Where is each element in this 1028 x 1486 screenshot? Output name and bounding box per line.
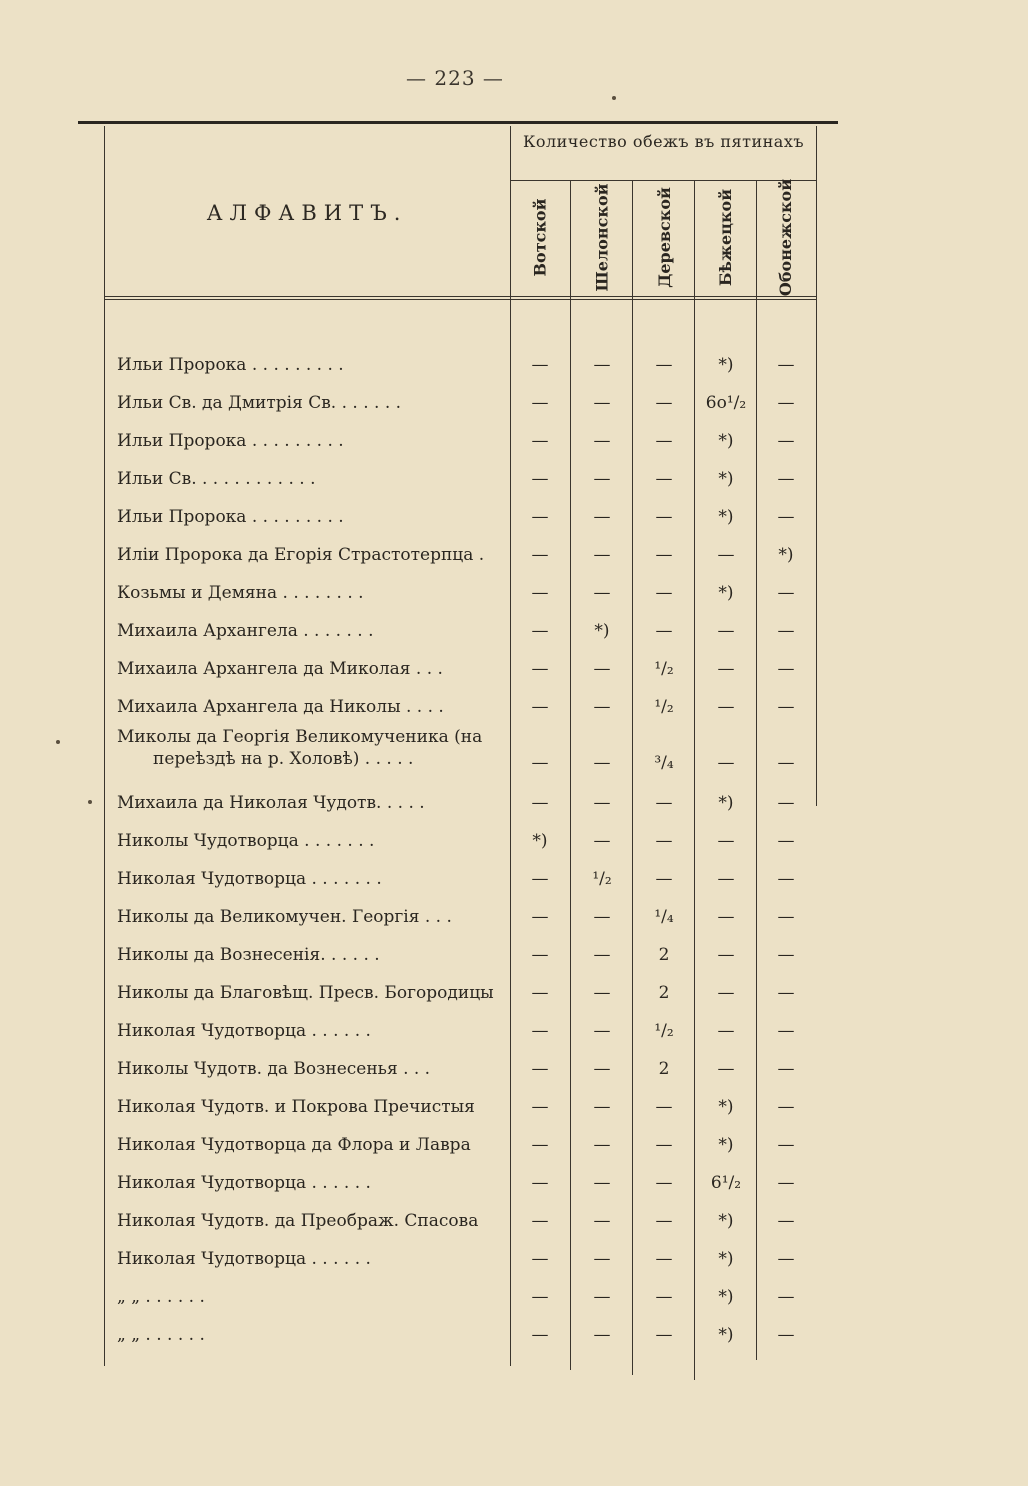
church-name: Николы Чудотворца . . . . . . .	[117, 831, 375, 851]
obezh-value: —	[655, 1135, 673, 1155]
obezh-value: —	[655, 507, 673, 527]
obezh-value: —	[531, 1249, 549, 1269]
obezh-value: 2	[658, 945, 670, 965]
obezh-value: —	[593, 907, 611, 927]
obezh-value: —	[717, 659, 735, 679]
obezh-value: —	[593, 1287, 611, 1307]
obezh-value: *)	[594, 621, 610, 641]
obezh-value: —	[531, 393, 549, 413]
obezh-value: —	[777, 583, 795, 603]
obezh-value: —	[655, 583, 673, 603]
obezh-value: —	[593, 1325, 611, 1345]
obezh-value: —	[777, 1021, 795, 1041]
obezh-value: —	[531, 431, 549, 451]
obezh-value: 6о¹/₂	[705, 393, 747, 413]
obezh-value: —	[531, 1325, 549, 1345]
obezh-value: 2	[658, 1059, 670, 1079]
obezh-value: —	[777, 1097, 795, 1117]
church-name: Иліи Пророка да Егорія Страстотерпца .	[117, 545, 485, 565]
group-heading: Количество обежъ въ пятинахъ	[522, 132, 805, 151]
church-name: Николая Чудотворца . . . . . .	[117, 1021, 371, 1041]
obezh-value: *)	[718, 1211, 734, 1231]
obezh-value: —	[593, 983, 611, 1003]
obezh-value: *)	[718, 431, 734, 451]
group-heading-rule	[511, 180, 816, 181]
obezh-value: —	[717, 907, 735, 927]
obezh-value: —	[531, 1173, 549, 1193]
obezh-value: —	[593, 697, 611, 717]
column-line	[816, 126, 817, 806]
table-row	[104, 1316, 816, 1354]
obezh-value: —	[777, 753, 795, 773]
church-name: Николая Чудотворца . . . . . .	[117, 1249, 371, 1269]
table-row	[104, 784, 816, 822]
table-row	[104, 726, 816, 782]
church-name: Михаила Архангела да Миколая . . .	[117, 659, 443, 679]
obezh-value: —	[777, 355, 795, 375]
obezh-value: ¹/₂	[654, 659, 674, 679]
table-row	[104, 974, 816, 1012]
table-row	[104, 460, 816, 498]
obezh-value: —	[531, 583, 549, 603]
obezh-value: —	[655, 831, 673, 851]
obezh-value: —	[717, 621, 735, 641]
obezh-value: *)	[718, 1135, 734, 1155]
obezh-value: —	[593, 1211, 611, 1231]
obezh-value: —	[717, 869, 735, 889]
obezh-value: *)	[718, 469, 734, 489]
church-name-line2: переѣздѣ на р. Холовѣ) . . . . .	[153, 749, 414, 769]
church-name: Николая Чудотворца . . . . . .	[117, 1173, 371, 1193]
table-row	[104, 1202, 816, 1240]
obezh-value: —	[531, 507, 549, 527]
obezh-value: —	[593, 355, 611, 375]
obezh-value: —	[593, 831, 611, 851]
obezh-value: —	[655, 393, 673, 413]
obezh-value: —	[655, 431, 673, 451]
obezh-value: —	[777, 621, 795, 641]
obezh-value: —	[531, 1287, 549, 1307]
top-rule	[78, 121, 838, 124]
obezh-value: —	[777, 1325, 795, 1345]
obezh-value: —	[531, 869, 549, 889]
church-name: Ильи Пророка . . . . . . . . .	[117, 431, 344, 451]
obezh-value: —	[655, 469, 673, 489]
church-name: Николая Чудотв. да Преображ. Спасова	[117, 1211, 479, 1231]
obezh-value: —	[531, 1097, 549, 1117]
page-number: — 223 —	[406, 66, 504, 90]
column-header-shelonskoy: Шелонской	[592, 183, 612, 291]
column-header-obonezhskoy: Обонежской	[776, 178, 796, 296]
obezh-value: —	[593, 1135, 611, 1155]
paper-spot	[56, 740, 60, 744]
obezh-value: —	[717, 983, 735, 1003]
church-name-line1: Миколы да Георгія Великомученика (на	[117, 727, 483, 747]
obezh-value: ¹/₄	[654, 907, 674, 927]
obezh-value: ¹/₂	[654, 1021, 674, 1041]
table-row	[104, 860, 816, 898]
obezh-value: —	[777, 1135, 795, 1155]
column-header-votskoy: Вотской	[530, 198, 550, 276]
obezh-value: —	[593, 507, 611, 527]
obezh-value: —	[531, 1059, 549, 1079]
obezh-value: —	[717, 753, 735, 773]
obezh-value: —	[717, 831, 735, 851]
table-row	[104, 898, 816, 936]
church-name: Ильи Пророка . . . . . . . . .	[117, 507, 344, 527]
obezh-value: —	[717, 697, 735, 717]
obezh-value: —	[655, 621, 673, 641]
obezh-value: —	[531, 1021, 549, 1041]
column-header-derevskoy: Деревской	[654, 186, 674, 288]
obezh-value: 6¹/₂	[710, 1173, 742, 1193]
obezh-value: —	[593, 393, 611, 413]
church-name: Ильи Св. . . . . . . . . . . .	[117, 469, 316, 489]
obezh-value: —	[777, 1211, 795, 1231]
table-row	[104, 1278, 816, 1316]
obezh-value: —	[531, 621, 549, 641]
table-row	[104, 346, 816, 384]
obezh-value: —	[593, 469, 611, 489]
obezh-value: —	[655, 1097, 673, 1117]
obezh-value: —	[531, 983, 549, 1003]
table-row	[104, 536, 816, 574]
church-name: Николая Чудотворца да Флора и Лавра	[117, 1135, 471, 1155]
obezh-value: —	[655, 355, 673, 375]
obezh-value: —	[655, 1211, 673, 1231]
alphabet-heading: АЛФАВИТЪ.	[206, 201, 408, 225]
obezh-value: —	[777, 793, 795, 813]
table-row	[104, 1240, 816, 1278]
church-name: „ „ . . . . . .	[117, 1287, 205, 1307]
obezh-value: *)	[532, 831, 548, 851]
obezh-value: *)	[718, 793, 734, 813]
paper-spot	[612, 96, 616, 100]
obezh-value: *)	[718, 1325, 734, 1345]
obezh-value: —	[531, 1135, 549, 1155]
obezh-value: —	[593, 583, 611, 603]
obezh-value: —	[655, 1287, 673, 1307]
obezh-value: —	[531, 1211, 549, 1231]
obezh-value: ¹/₂	[592, 869, 612, 889]
obezh-value: —	[531, 469, 549, 489]
table-row	[104, 612, 816, 650]
obezh-value: *)	[718, 583, 734, 603]
obezh-value: ³/₄	[654, 753, 674, 773]
table-row	[104, 574, 816, 612]
obezh-value: ¹/₂	[654, 697, 674, 717]
table-row	[104, 1012, 816, 1050]
obezh-value: —	[531, 355, 549, 375]
obezh-value: 2	[658, 983, 670, 1003]
obezh-value: —	[655, 1249, 673, 1269]
church-name: Михаила да Николая Чудотв. . . . .	[117, 793, 425, 813]
church-name: Ильи Пророка . . . . . . . . .	[117, 355, 344, 375]
obezh-value: —	[655, 793, 673, 813]
alphabet-table	[104, 126, 816, 1376]
obezh-value: —	[531, 659, 549, 679]
obezh-value: —	[593, 945, 611, 965]
table-row	[104, 1164, 816, 1202]
church-name: „ „ . . . . . .	[117, 1325, 205, 1345]
table-row	[104, 650, 816, 688]
obezh-value: —	[655, 1325, 673, 1345]
obezh-value: —	[777, 659, 795, 679]
obezh-value: —	[593, 1021, 611, 1041]
obezh-value: —	[717, 1021, 735, 1041]
obezh-value: —	[777, 507, 795, 527]
header-double-rule	[104, 296, 816, 300]
obezh-value: *)	[778, 545, 794, 565]
church-name: Михаила Архангела да Николы . . . .	[117, 697, 444, 717]
church-name: Николы да Великомучен. Георгія . . .	[117, 907, 452, 927]
obezh-value: —	[777, 831, 795, 851]
obezh-value: —	[717, 945, 735, 965]
obezh-value: —	[717, 545, 735, 565]
church-name: Николы да Благовѣщ. Пресв. Богородицы	[117, 983, 494, 1003]
obezh-value: —	[777, 945, 795, 965]
church-name: Козьмы и Демяна . . . . . . . .	[117, 583, 364, 603]
obezh-value: —	[531, 753, 549, 773]
obezh-value: —	[593, 1097, 611, 1117]
table-row	[104, 1088, 816, 1126]
table-row	[104, 1050, 816, 1088]
obezh-value: —	[777, 907, 795, 927]
obezh-value: —	[531, 697, 549, 717]
obezh-value: —	[777, 469, 795, 489]
column-header-bezhetskoy: Бѣжецкой	[716, 188, 736, 286]
obezh-value: —	[593, 1249, 611, 1269]
obezh-value: —	[531, 793, 549, 813]
table-row	[104, 688, 816, 726]
obezh-value: —	[655, 1173, 673, 1193]
obezh-value: —	[777, 983, 795, 1003]
obezh-value: —	[593, 1173, 611, 1193]
obezh-value: —	[655, 869, 673, 889]
obezh-value: —	[593, 431, 611, 451]
obezh-value: —	[531, 907, 549, 927]
church-name: Николы Чудотв. да Вознесенья . . .	[117, 1059, 431, 1079]
table-row	[104, 822, 816, 860]
obezh-value: *)	[718, 1287, 734, 1307]
obezh-value: —	[777, 393, 795, 413]
obezh-value: *)	[718, 507, 734, 527]
table-row	[104, 384, 816, 422]
church-name: Николая Чудотв. и Покрова Пречистыя	[117, 1097, 475, 1117]
table-row	[104, 936, 816, 974]
obezh-value: —	[593, 793, 611, 813]
church-name: Николая Чудотворца . . . . . . .	[117, 869, 382, 889]
obezh-value: —	[593, 1059, 611, 1079]
church-name	[117, 726, 509, 774]
paper-spot	[88, 800, 92, 804]
obezh-value: —	[777, 1287, 795, 1307]
church-name: Ильи Св. да Дмитрія Св. . . . . . .	[117, 393, 402, 413]
church-name: Михаила Архангела . . . . . . .	[117, 621, 374, 641]
obezh-value: —	[655, 545, 673, 565]
table-row	[104, 422, 816, 460]
obezh-value: *)	[718, 1097, 734, 1117]
obezh-value: —	[777, 1173, 795, 1193]
obezh-value: —	[777, 697, 795, 717]
obezh-value: —	[777, 1249, 795, 1269]
table-row	[104, 1126, 816, 1164]
obezh-value: —	[777, 431, 795, 451]
obezh-value: *)	[718, 355, 734, 375]
obezh-value: —	[531, 545, 549, 565]
obezh-value: —	[717, 1059, 735, 1079]
church-name: Николы да Вознесенія. . . . . .	[117, 945, 380, 965]
obezh-value: —	[593, 659, 611, 679]
obezh-value: —	[777, 1059, 795, 1079]
obezh-value: —	[777, 869, 795, 889]
obezh-value: —	[593, 545, 611, 565]
obezh-value: *)	[718, 1249, 734, 1269]
obezh-value: —	[531, 945, 549, 965]
obezh-value: —	[593, 753, 611, 773]
table-row	[104, 498, 816, 536]
